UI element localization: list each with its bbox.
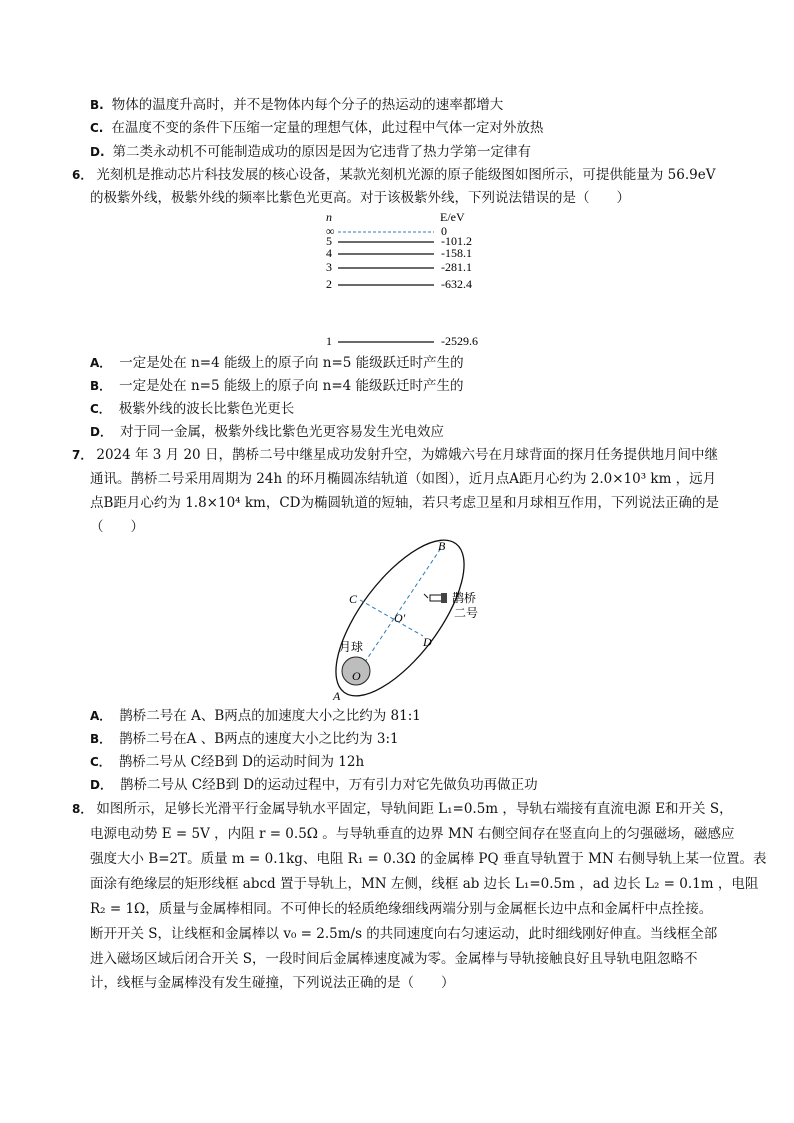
q8-stem-line-1: 8． 如图所示，足够长光滑平行金属导轨水平固定，导轨间距 L₁=0.5m ，导轨右端接有直流电源 E和开关 S， [72,801,733,817]
level-e-1: -2529.6 [441,334,478,348]
q7-option-b: B． 鹊桥二号在A 、B两点的速度大小之比约为 3:1 [90,731,399,747]
minor-axis [360,600,423,636]
q8-stem-line-6: 断开开关 S，让线框和金属棒以 v₀ = 2.5m/s 的共同速度向右匀速运动，此时细线刚好伸直。当线框全部 [90,926,718,942]
e-axis-label: E/eV [440,210,465,224]
q8-stem-line-4: 面涂有绝缘层的矩形线框 abcd 置于导轨上，MN 左侧，线框 ab 边长 L₁=0.5m ，ad 边长 L₂ = 0.1m ，电阻 [90,876,759,892]
level-n-2: 2 [326,277,332,291]
q7-option-a: A． 鹊桥二号在 A、B两点的加速度大小之比约为 81:1 [90,708,421,724]
q8-stem-line-7: 进入磁场区域后闭合开关 S，一段时间后金属棒速度减为零。金属棒与导轨接触良好且导轨电阻忽略不 [90,951,698,967]
level-n-4: 4 [326,246,332,260]
q7-stem-line-2: 通讯。鹊桥二号采用周期为 24h 的环月椭圆冻结轨道（如图），近月点A距月心约为 2.0×10³ km ，远月 [90,471,717,487]
level-n-3: 3 [326,260,332,274]
label-o: O [352,669,361,683]
moon-label: 月球 [339,640,364,654]
level-e-inf: 0 [441,224,447,238]
q8-stem-line-8: 计，线框与金属棒没有发生碰撞，下列说法正确的是（ ） [90,975,455,991]
label-c: C [349,592,358,606]
satellite-icon [424,593,447,603]
q6-option-b: B． 一定是处在 n=5 能级上的原子向 n=4 能级跃迁时产生的 [90,378,464,394]
energy-level-diagram [300,206,510,348]
level-e-3: -281.1 [441,260,472,274]
q7-stem-line-3: 点B距月心约为 1.8×10⁴ km，CD为椭圆轨道的短轴，若只考虑卫星和月球相互作用，下列说法正确的是 [90,495,720,511]
q8-stem-line-3: 强度大小 B=2T。质量 m = 0.1kg、电阻 R₁ = 0.3Ω 的金属棒 PQ 垂直导轨置于 MN 右侧导轨上某一位置。表 [90,851,767,867]
orbit-diagram [320,536,500,704]
q8-stem-line-5: R₂ = 1Ω，质量与金属棒相同。不可伸长的轻质绝缘细线两端分别与金属框长边中点和金属杆中点拴接。 [90,901,713,917]
level-e-5: -101.2 [441,234,472,248]
q7-stem-line-4: （ ） [90,519,144,535]
label-a: A [333,689,341,703]
level-e-2: -632.4 [441,277,472,291]
q6-stem-line-2: 的极紫外线，极紫外线的频率比紫色光更高。对于该极紫外线，下列说法错误的是（ ） [90,190,630,206]
q6-stem-line-1: 6． 光刻机是推动芯片科技发展的核心设备，某款光刻机光源的原子能级图如图所示，可提供能量为 56.9eV [72,167,716,183]
q5-option-b: B. 物体的温度升高时，并不是物体内每个分子的热运动的速率都增大 [90,97,504,113]
q5-option-c: C. 在温度不变的条件下压缩一定量的理想气体，此过程中气体一定对外放热 [90,120,544,136]
level-e-4: -158.1 [441,246,472,260]
q6-option-d: D． 对于同一金属，极紫外线比紫色光更容易发生光电效应 [90,424,444,440]
satellite-label-1: 鹊桥 [452,591,477,605]
level-n-5: 5 [326,234,332,248]
label-b: B [438,539,446,553]
q5-option-d: D. 第二类永动机不可能制造成功的原因是因为它违背了热力学第一定律有 [90,144,532,160]
satellite-label-2: 二号 [454,606,479,620]
level-n-1: 1 [326,334,332,348]
label-d: D [423,635,432,649]
q7-option-d: D． 鹊桥二号从 C经B到 D的运动过程中，万有引力对它先做负功再做正功 [90,777,538,793]
level-n-inf: ∞ [326,224,335,238]
q7-option-c: C． 鹊桥二号从 C经B到 D的运动时间为 12h [90,754,365,770]
label-o-prime: O′ [394,611,406,625]
q6-option-a: A． 一定是处在 n=4 能级上的原子向 n=5 能级跃迁时产生的 [90,355,464,371]
q6-option-c: C． 极紫外线的波长比紫色光更长 [90,401,295,417]
q7-stem-line-1: 7． 2024 年 3 月 20 日，鹊桥二号中继星成功发射升空，为嫦娥六号在月球背面的探月任务提供地月间中继 [72,447,718,463]
q8-stem-line-2: 电源电动势 E = 5V ，内阻 r = 0.5Ω 。与导轨垂直的边界 MN 右侧空间存在竖直向上的匀强磁场，磁感应 [90,826,735,842]
n-axis-label: n [326,210,332,224]
